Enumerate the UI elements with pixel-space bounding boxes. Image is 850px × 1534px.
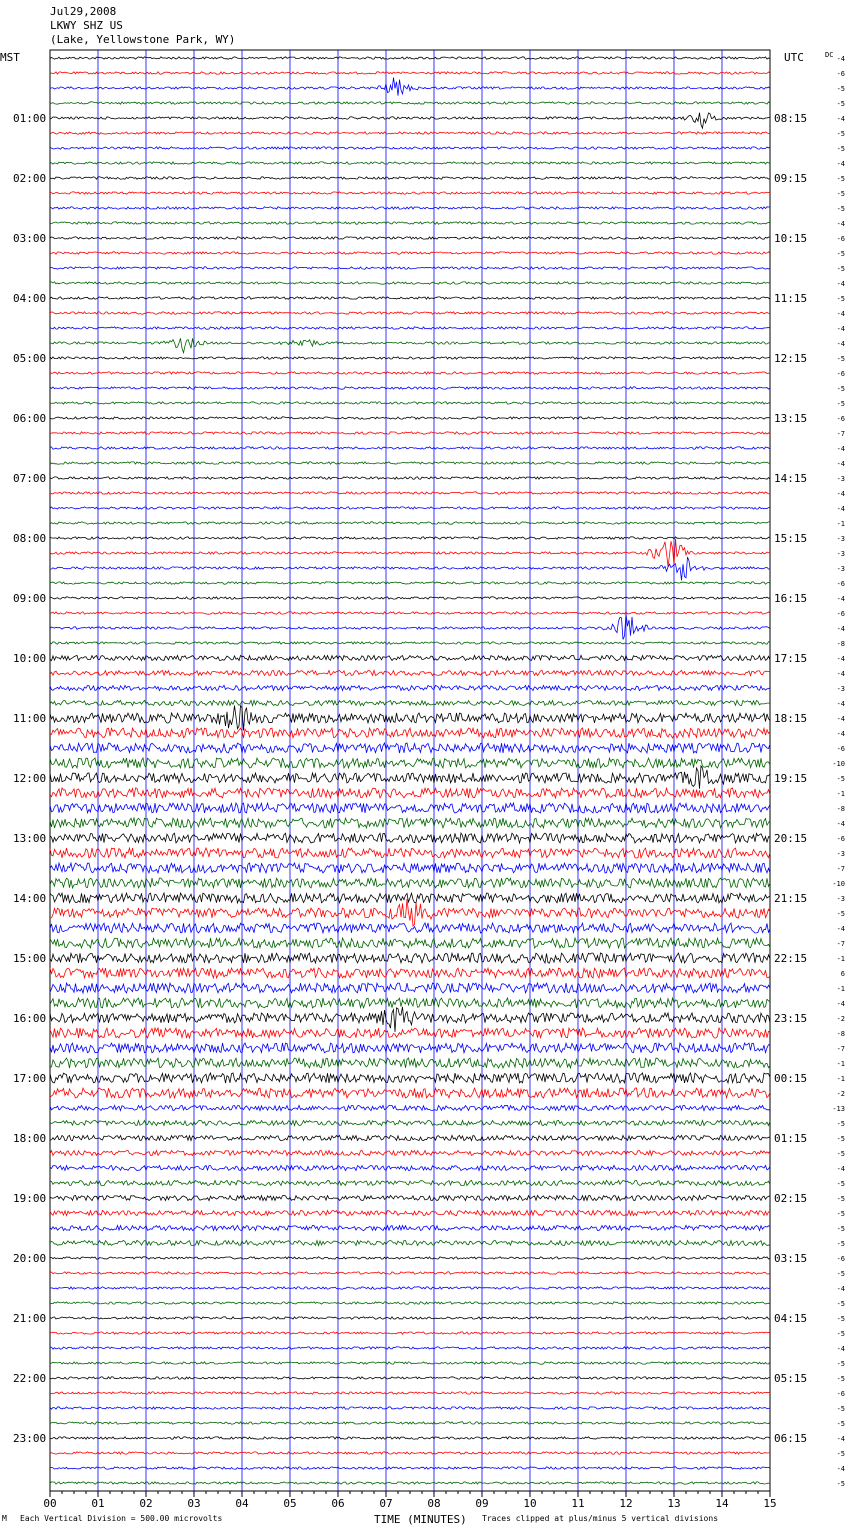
trace-49 xyxy=(50,788,770,798)
trace-48 xyxy=(50,766,770,789)
trace-24 xyxy=(50,417,770,419)
trace-91 xyxy=(50,1422,770,1424)
dc-offset-label: -5 xyxy=(836,775,845,783)
dc-offset-label: -6 xyxy=(836,370,845,378)
trace-71 xyxy=(50,1120,770,1125)
trace-36 xyxy=(50,597,770,599)
dc-offset-label: -5 xyxy=(836,1225,845,1233)
x-axis xyxy=(43,1491,776,1510)
x-tick-label: 14 xyxy=(715,1497,729,1510)
dc-offset-label: -4 xyxy=(836,1165,845,1173)
left-hour-label: 19:00 xyxy=(13,1192,47,1205)
dc-offset-label: -3 xyxy=(836,565,845,573)
right-hour-label: 00:15 xyxy=(774,1072,808,1085)
dc-offset-label: -5 xyxy=(836,1135,845,1143)
trace-57 xyxy=(50,899,770,926)
dc-offset-label: -5 xyxy=(836,100,845,108)
x-tick-label: 15 xyxy=(763,1497,777,1510)
trace-45 xyxy=(50,728,770,738)
dc-offset-label: -5 xyxy=(836,1240,845,1248)
dc-offset-label: -7 xyxy=(836,940,845,948)
right-hour-label: 20:15 xyxy=(774,832,808,845)
trace-39 xyxy=(50,642,770,644)
left-hour-label: 10:00 xyxy=(13,652,47,665)
left-hour-label: 13:00 xyxy=(13,832,47,845)
trace-60 xyxy=(50,953,770,963)
trace-81 xyxy=(50,1272,770,1274)
dc-offset-label: 6 xyxy=(840,970,845,978)
trace-67 xyxy=(50,1058,770,1068)
x-tick-label: 08 xyxy=(427,1497,441,1510)
dc-offset-label: -4 xyxy=(836,460,845,468)
dc-offset-label: -6 xyxy=(836,415,845,423)
station-location: (Lake, Yellowstone Park, WY) xyxy=(50,33,236,46)
dc-offset-label: -5 xyxy=(836,1315,845,1323)
x-tick-label: 11 xyxy=(571,1497,585,1510)
dc-offset-label: -4 xyxy=(836,820,845,828)
left-hour-label: 23:00 xyxy=(13,1432,47,1445)
footer-clip-note: Traces clipped at plus/minus 5 vertical divisions xyxy=(482,1514,719,1523)
dc-offset-label: -4 xyxy=(836,925,845,933)
dc-offset-label: -4 xyxy=(836,340,845,348)
left-hour-label: 22:00 xyxy=(13,1372,47,1385)
x-tick-label: 09 xyxy=(475,1497,489,1510)
x-tick-label: 13 xyxy=(667,1497,681,1510)
dc-offset-label: -1 xyxy=(836,955,845,963)
left-hour-label: 11:00 xyxy=(13,712,47,725)
trace-79 xyxy=(50,1240,770,1245)
trace-13 xyxy=(50,252,770,254)
left-hour-label: 18:00 xyxy=(13,1132,47,1145)
dc-offset-label: -5 xyxy=(836,355,845,363)
trace-21 xyxy=(50,372,770,374)
trace-54 xyxy=(50,863,770,873)
left-timezone-label: MST xyxy=(0,51,20,64)
dc-offset-label: -3 xyxy=(836,535,845,543)
dc-offset-label: -5 xyxy=(836,85,845,93)
dc-offset-label: -3 xyxy=(836,550,845,558)
dc-offset-label: -4 xyxy=(836,1435,845,1443)
trace-95 xyxy=(50,1482,770,1484)
right-hour-label: 21:15 xyxy=(774,892,808,905)
trace-43 xyxy=(50,700,770,705)
trace-31 xyxy=(50,522,770,524)
left-hour-label: 09:00 xyxy=(13,592,47,605)
x-tick-label: 01 xyxy=(91,1497,105,1510)
right-hour-label: 15:15 xyxy=(774,532,808,545)
right-hour-label: 04:15 xyxy=(774,1312,808,1325)
trace-94 xyxy=(50,1467,770,1469)
trace-70 xyxy=(50,1105,770,1110)
trace-77 xyxy=(50,1210,770,1215)
dc-offset-label: -8 xyxy=(836,640,845,648)
dc-offset-label: -6 xyxy=(836,70,845,78)
dc-offset-label: -6 xyxy=(836,1255,845,1263)
right-hour-label: 03:15 xyxy=(774,1252,808,1265)
dc-offset-label: -4 xyxy=(836,55,845,63)
trace-23 xyxy=(50,402,770,404)
dc-offset-label: -3 xyxy=(836,685,845,693)
dc-offset-label: -4 xyxy=(836,715,845,723)
left-hour-label: 06:00 xyxy=(13,412,47,425)
dc-offset-label: -4 xyxy=(836,490,845,498)
dc-offset-label: -8 xyxy=(836,805,845,813)
dc-offset-label: -5 xyxy=(836,145,845,153)
trace-3 xyxy=(50,102,770,104)
trace-40 xyxy=(50,655,770,660)
right-hour-label: 08:15 xyxy=(774,112,808,125)
trace-11 xyxy=(50,222,770,224)
dc-offset-label: -8 xyxy=(836,1030,845,1038)
dc-offset-label: -6 xyxy=(836,235,845,243)
dc-offset-label: -6 xyxy=(836,580,845,588)
left-hour-label: 21:00 xyxy=(13,1312,47,1325)
trace-25 xyxy=(50,432,770,434)
dc-offset-label: -5 xyxy=(836,1375,845,1383)
trace-88 xyxy=(50,1377,770,1379)
trace-85 xyxy=(50,1332,770,1334)
dc-offset-label: -4 xyxy=(836,115,845,123)
trace-44 xyxy=(50,706,770,731)
dc-offset-label: -5 xyxy=(836,190,845,198)
right-hour-label: 17:15 xyxy=(774,652,808,665)
left-hour-label: 12:00 xyxy=(13,772,47,785)
dc-offset-label: -5 xyxy=(836,1480,845,1488)
left-hour-label: 15:00 xyxy=(13,952,47,965)
trace-28 xyxy=(50,477,770,479)
trace-87 xyxy=(50,1362,770,1364)
trace-2 xyxy=(50,78,770,96)
left-hour-label: 16:00 xyxy=(13,1012,47,1025)
trace-74 xyxy=(50,1165,770,1170)
trace-52 xyxy=(50,833,770,843)
trace-7 xyxy=(50,162,770,164)
dc-offset-label: -5 xyxy=(836,1120,845,1128)
right-timezone-label: UTC xyxy=(784,51,804,64)
trace-65 xyxy=(50,1028,770,1038)
right-hour-label: 23:15 xyxy=(774,1012,808,1025)
trace-62 xyxy=(50,983,770,993)
trace-15 xyxy=(50,282,770,284)
trace-72 xyxy=(50,1135,770,1140)
left-hour-label: 08:00 xyxy=(13,532,47,545)
left-hour-label: 04:00 xyxy=(13,292,47,305)
trace-18 xyxy=(50,327,770,329)
dc-offset-label: -1 xyxy=(836,790,845,798)
dc-offset-label: -3 xyxy=(836,475,845,483)
dc-offset-label: -4 xyxy=(836,625,845,633)
trace-32 xyxy=(50,537,770,539)
trace-42 xyxy=(50,685,770,690)
right-hour-label: 01:15 xyxy=(774,1132,808,1145)
trace-56 xyxy=(50,893,770,903)
dc-offset-label: -10 xyxy=(832,880,845,888)
dc-offset-label: -7 xyxy=(836,1045,845,1053)
dc-offset-label: -3 xyxy=(836,895,845,903)
dc-offset-label: -6 xyxy=(836,745,845,753)
dc-offset-label: -6 xyxy=(836,1390,845,1398)
dc-offset-label: -4 xyxy=(836,1345,845,1353)
trace-89 xyxy=(50,1392,770,1394)
trace-17 xyxy=(50,312,770,314)
dc-offset-label: -6 xyxy=(836,610,845,618)
left-hour-label: 14:00 xyxy=(13,892,47,905)
x-tick-label: 12 xyxy=(619,1497,633,1510)
dc-offset-label: -4 xyxy=(836,445,845,453)
dc-offset-label: -4 xyxy=(836,700,845,708)
trace-47 xyxy=(50,758,770,768)
trace-6 xyxy=(50,147,770,149)
x-tick-label: 02 xyxy=(139,1497,153,1510)
dc-offset-label: -4 xyxy=(836,160,845,168)
right-hour-label: 13:15 xyxy=(774,412,808,425)
dc-offset-label: -5 xyxy=(836,265,845,273)
x-tick-label: 06 xyxy=(331,1497,345,1510)
dc-offset-label: -5 xyxy=(836,1450,845,1458)
trace-55 xyxy=(50,878,770,888)
x-tick-label: 03 xyxy=(187,1497,201,1510)
right-hour-label: 10:15 xyxy=(774,232,808,245)
trace-1 xyxy=(50,72,770,74)
dc-offset-label: -5 xyxy=(836,175,845,183)
dc-offset-label: -5 xyxy=(836,385,845,393)
dc-offset-label: -7 xyxy=(836,865,845,873)
trace-66 xyxy=(50,1043,770,1053)
dc-offset-label: -5 xyxy=(836,1300,845,1308)
trace-63 xyxy=(50,998,770,1008)
dc-offset-label: -10 xyxy=(832,760,845,768)
dc-offset-label: -5 xyxy=(836,295,845,303)
dc-offset-label: -13 xyxy=(832,1105,845,1113)
footer-mark: M xyxy=(2,1514,7,1523)
dc-offset-label: -5 xyxy=(836,130,845,138)
right-hour-label: 14:15 xyxy=(774,472,808,485)
right-hour-label: 18:15 xyxy=(774,712,808,725)
trace-84 xyxy=(50,1317,770,1319)
trace-50 xyxy=(50,803,770,813)
dc-offset-label: -5 xyxy=(836,910,845,918)
dc-offset-labels xyxy=(832,55,845,1488)
trace-92 xyxy=(50,1437,770,1439)
dc-offset-label: -4 xyxy=(836,220,845,228)
trace-80 xyxy=(50,1257,770,1259)
right-hour-label: 02:15 xyxy=(774,1192,808,1205)
dc-offset-label: -2 xyxy=(836,1015,845,1023)
dc-offset-label: -3 xyxy=(836,850,845,858)
trace-14 xyxy=(50,267,770,269)
dc-offset-label: -5 xyxy=(836,1360,845,1368)
dc-offset-label: -5 xyxy=(836,1405,845,1413)
dc-offset-label: -4 xyxy=(836,595,845,603)
trace-41 xyxy=(50,670,770,675)
trace-8 xyxy=(50,177,770,179)
trace-0 xyxy=(50,57,770,59)
dc-offset-label: -4 xyxy=(836,505,845,513)
trace-46 xyxy=(50,743,770,753)
footer-division-note: Each Vertical Division = 500.00 microvolts xyxy=(20,1514,223,1523)
trace-61 xyxy=(50,968,770,978)
x-tick-label: 05 xyxy=(283,1497,297,1510)
x-tick-label: 04 xyxy=(235,1497,249,1510)
trace-82 xyxy=(50,1287,770,1289)
trace-19 xyxy=(50,338,770,352)
dc-offset-label: -5 xyxy=(836,1150,845,1158)
trace-26 xyxy=(50,447,770,449)
trace-20 xyxy=(50,357,770,359)
left-hour-label: 07:00 xyxy=(13,472,47,485)
dc-offset-label: -7 xyxy=(836,430,845,438)
trace-73 xyxy=(50,1150,770,1155)
trace-27 xyxy=(50,462,770,464)
dc-offset-label: -4 xyxy=(836,325,845,333)
trace-29 xyxy=(50,492,770,494)
trace-78 xyxy=(50,1225,770,1230)
dc-offset-label: -5 xyxy=(836,250,845,258)
dc-offset-label: -1 xyxy=(836,1075,845,1083)
x-tick-label: 10 xyxy=(523,1497,537,1510)
dc-offset-label: -6 xyxy=(836,835,845,843)
trace-9 xyxy=(50,192,770,194)
dc-offset-label: -5 xyxy=(836,1195,845,1203)
minute-grid xyxy=(50,50,770,1491)
right-hour-label: 09:15 xyxy=(774,172,808,185)
trace-68 xyxy=(50,1073,770,1083)
trace-69 xyxy=(50,1088,770,1098)
right-hour-label: 05:15 xyxy=(774,1372,808,1385)
dc-offset-label: -5 xyxy=(836,205,845,213)
right-hour-label: 11:15 xyxy=(774,292,808,305)
trace-59 xyxy=(50,938,770,948)
left-hour-label: 05:00 xyxy=(13,352,47,365)
dc-offset-label: -5 xyxy=(836,400,845,408)
right-hour-label: 22:15 xyxy=(774,952,808,965)
right-hour-label: 16:15 xyxy=(774,592,808,605)
trace-75 xyxy=(50,1180,770,1185)
left-hour-label: 17:00 xyxy=(13,1072,47,1085)
trace-4 xyxy=(50,113,770,129)
trace-90 xyxy=(50,1407,770,1409)
trace-16 xyxy=(50,297,770,299)
dc-offset-label: -5 xyxy=(836,1210,845,1218)
dc-offset-label: -5 xyxy=(836,1180,845,1188)
x-axis-title: TIME (MINUTES) xyxy=(374,1513,467,1526)
left-hour-label: 03:00 xyxy=(13,232,47,245)
trace-37 xyxy=(50,612,770,614)
dc-offset-label: -4 xyxy=(836,670,845,678)
right-hour-label: 06:15 xyxy=(774,1432,808,1445)
dc-offset-label: -5 xyxy=(836,1330,845,1338)
dc-offset-label: -5 xyxy=(836,1420,845,1428)
trace-12 xyxy=(50,237,770,239)
trace-51 xyxy=(50,818,770,828)
dc-offset-label: -1 xyxy=(836,520,845,528)
trace-86 xyxy=(50,1347,770,1349)
trace-34 xyxy=(50,557,770,580)
trace-10 xyxy=(50,207,770,209)
record-date: Jul29,2008 xyxy=(50,5,117,18)
right-hour-label: 19:15 xyxy=(774,772,808,785)
trace-30 xyxy=(50,507,770,509)
trace-93 xyxy=(50,1452,770,1454)
dc-offset-label: -4 xyxy=(836,1465,845,1473)
trace-33 xyxy=(50,539,770,567)
trace-83 xyxy=(50,1302,770,1304)
left-hour-label: 01:00 xyxy=(13,112,47,125)
trace-76 xyxy=(50,1195,770,1200)
seismic-traces xyxy=(50,57,770,1484)
left-hour-label: 20:00 xyxy=(13,1252,47,1265)
trace-22 xyxy=(50,387,770,389)
dc-offset-label: -1 xyxy=(836,1060,845,1068)
x-tick-label: 00 xyxy=(43,1497,57,1510)
dc-offset-label: -4 xyxy=(836,655,845,663)
dc-offset-label: -4 xyxy=(836,1000,845,1008)
dc-header-label: DC xyxy=(825,51,834,59)
dc-offset-label: -5 xyxy=(836,1270,845,1278)
trace-5 xyxy=(50,132,770,134)
trace-58 xyxy=(50,923,770,933)
station-code: LKWY SHZ US xyxy=(50,19,123,32)
x-tick-label: 07 xyxy=(379,1497,393,1510)
dc-offset-label: -4 xyxy=(836,310,845,318)
right-hour-label: 12:15 xyxy=(774,352,808,365)
dc-offset-label: -4 xyxy=(836,730,845,738)
plot-frame xyxy=(50,50,770,1491)
dc-offset-label: -4 xyxy=(836,280,845,288)
left-hour-label: 02:00 xyxy=(13,172,47,185)
trace-38 xyxy=(50,614,770,640)
trace-35 xyxy=(50,582,770,584)
dc-offset-label: -1 xyxy=(836,985,845,993)
dc-offset-label: -4 xyxy=(836,1285,845,1293)
trace-53 xyxy=(50,848,770,858)
dc-offset-label: -2 xyxy=(836,1090,845,1098)
